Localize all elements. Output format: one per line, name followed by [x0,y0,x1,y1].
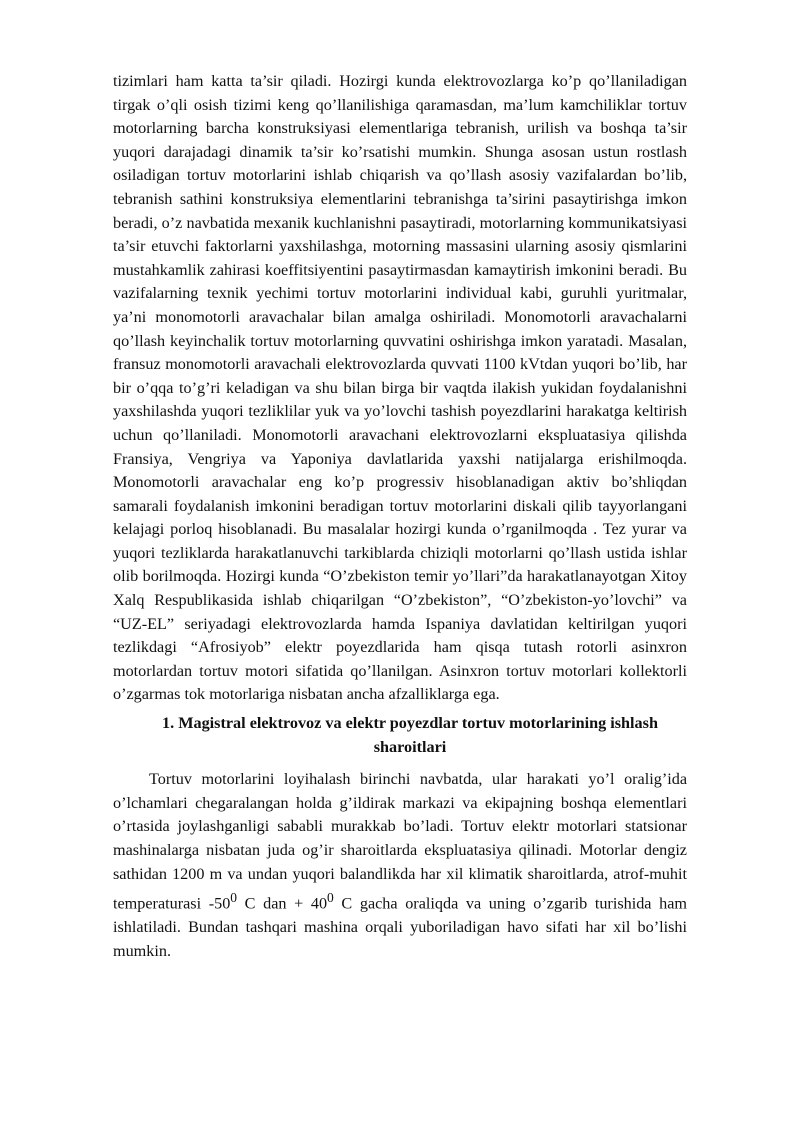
degree-superscript-2: 0 [327,890,334,906]
document-page [113,70,687,963]
body-paragraph-2 [113,768,687,963]
paragraph-2-text-2: C dan + 40 [237,894,328,913]
paragraph-2-text-3: C gacha oraliqda va uning o’zgarib turishida ham ishlatiladi. Bundan tashqari mashina orqali yuboriladigan havo sifati har xil bo’lishi mumkin. [113,894,687,960]
section-heading: 1. Magistral elektrovoz va elektr poyezdlar tortuv motorlarining ishlash sharoitlari [162,714,658,756]
paragraph-2-text-1: Tortuv motorlarini loyihalash birinchi navbatda, ular harakati yo’l oralig’ida o’lchamlari chegaralangan holda g’ildirak markazi va ekipajning boshqa elementlari o’rtasida joylashganligi sababli murakkab bo’ladi. Tortuv elektr motorlari statsionar mashinalarga nisbatan juda og’ir sharoitlarda ekspluatasiya qilinadi. Motorlar dengiz sathidan 1200 m va undan yuqori balandlikda har xil klimatik sharoitlarda, atrof-muhit temperaturasi -50 [113,770,687,913]
body-paragraph-1: tizimlari ham katta ta’sir qiladi. Hozirgi kunda elektrovozlarga ko’p qo’llaniladigan tirgak o’qli osish tizimi keng qo’llanilishiga qaramasdan, ma’lum kamchiliklar tortuv motorlarning barcha konstruksiyasi elementlariga tebranish, urilish va boshqa ta’sir yuqori darajadagi dinamik ta’sir ko’rsatishi mumkin. Shunga asosan ustun rostlash osiladigan tortuv motorlarini ishlab chiqarish va qo’llash asosiy vazifalardan bo’lib, tebranish sathini konstruksiya elementlarini tebranishga ta’sirini pasaytirishga imkon beradi, o’z navbatida mexanik kuchlanishni pasaytiradi, motorlarning kommunikatsiyasi ta’sir etuvchi faktorlarni yaxshilashga, motorning massasini ularning asosiy qismlarini mustahkamlik zahirasi koeffitsiyentini pasaytirmasdan kamaytirish imkonini beradi. Bu vazifalarning texnik yechimi tortuv motorlarini individual kabi, guruhli yuritmalar, ya’ni monomotorli aravachalar bilan amalga oshiriladi. Monomotorli aravachalarni qo’llash keyinchalik tortuv motorlarning quvvatini oshirishga imkon yaratadi. Masalan, fransuz monomotorli aravachali elektrovozlarda quvvati 1100 kVtdan yuqori bo’lib, har bir o’qqa to’g’ri keladigan va shu bilan birga bir vaqtda ilakish yukidan foydalanishni yaxshilashda yuqori tezliklilar yuk va yo’lovchi tashish poyezdlarini harakatga keltirish uchun qo’llaniladi. Monomotorli aravachani elektrovozlarni ekspluatasiya qilishda Fransiya, Vengriya va Yaponiya davlatlarida yaxshi natijalarga erishilmoqda. Monomotorli aravachalar eng ko’p progressiv hisoblanadigan aktiv bo’shliqdan samarali foydalanish imkonini beradigan tortuv motorlarini diskali qilib tayyorlangani kelajagi porloq hisoblanadi. Bu masalalar hozirgi kunda o’rganilmoqda . Tez yurar va yuqori tezliklarda harakatlanuvchi tarkiblarda chiziqli motorlarni qo’llash ustida ishlar olib borilmoqda. Hozirgi kunda “O’zbekiston temir yo’llari”da harakatlanayotgan Xitoy Xalq Respublikasida ishlab chiqarilgan “O’zbekiston”, “O’zbekiston-yo’lovchi” va “UZ-EL” seriyadagi elektrovozlarda hamda Ispaniya davlatidan keltirilgan yuqori tezlikdagi “Afrosiyob” elektr poyezdlarida ham qisqa tutash rotorli asinxron motorlardan tortuv motori sifatida qo’llanilgan. Asinxron tortuv motorlari kollektorli o’zgarmas tok motorlariga nisbatan ancha afzalliklarga ega. [113,72,687,704]
degree-superscript-1: 0 [230,890,238,906]
